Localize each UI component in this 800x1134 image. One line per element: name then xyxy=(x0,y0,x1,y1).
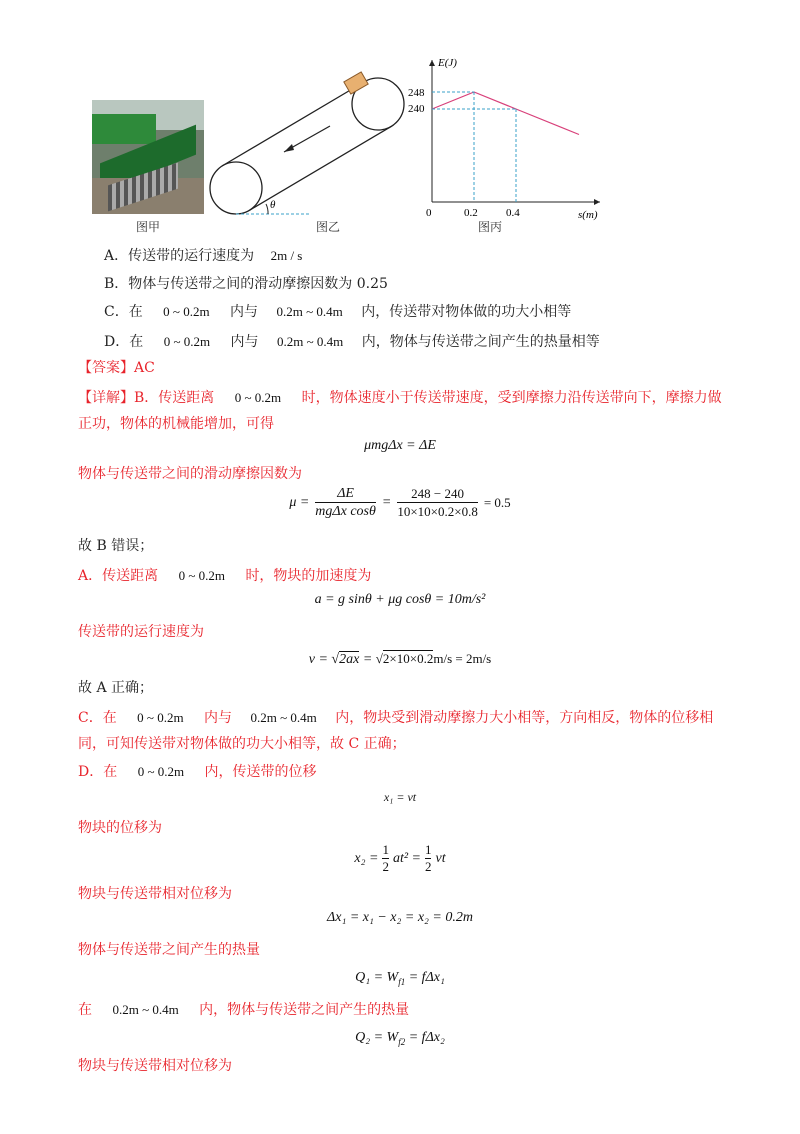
detail-p12-a: 在 xyxy=(78,1002,92,1018)
detail-p9: 物块的位移为 xyxy=(78,820,162,836)
belt-caption: 图乙 xyxy=(316,220,341,234)
belt-diagram xyxy=(200,70,410,220)
eq-mu-result: = 0.5 xyxy=(483,495,511,510)
photo-caption: 图甲 xyxy=(136,220,161,234)
detail-p8-math: 0 ~ 0.2m xyxy=(137,764,185,779)
detail-p8 xyxy=(78,762,317,782)
option-c-suffix: 内，传送带对物体做的功大小相等 xyxy=(361,304,572,320)
answer-value: AC xyxy=(134,360,155,376)
origin-label: 0 xyxy=(426,207,432,219)
option-d xyxy=(104,332,600,352)
detail-p7 xyxy=(78,708,713,728)
option-d-math2: 0.2m ~ 0.4m xyxy=(277,334,344,349)
detail-tag: 【详解】 xyxy=(78,390,134,406)
detail-p4 xyxy=(78,566,371,586)
detail-p13: 物块与传送带相对位移为 xyxy=(78,1058,232,1074)
detail-p10: 物块与传送带相对位移为 xyxy=(78,886,232,902)
option-b-label: B．物体与传送带之间的滑动摩擦因数为 0.25 xyxy=(104,276,388,292)
eq9-b: = fΔx₂ xyxy=(405,1030,445,1045)
eq6-den2: 2 xyxy=(424,859,432,874)
eq-belt-displacement: x₁ = vt xyxy=(383,790,417,804)
eq-friction-energy: μmgΔx = ΔE xyxy=(364,438,436,453)
detail-p1-a: B．传送距离 xyxy=(134,390,215,406)
eq8-b: = fΔx₁ xyxy=(405,970,445,985)
eq6-num1: 1 xyxy=(382,842,389,857)
option-c xyxy=(104,302,571,322)
detail-p12-math: 0.2m ~ 0.4m xyxy=(112,1002,179,1017)
eq-mu xyxy=(0,486,800,520)
detail-p1-math: 0 ~ 0.2m xyxy=(234,390,282,405)
eq-heat-1 xyxy=(0,966,800,987)
eq-mu-den2: 10×10×0.2×0.8 xyxy=(397,504,478,519)
detail-p7-a: C．在 xyxy=(78,710,117,726)
y-tick-248: 248 xyxy=(408,87,425,99)
detail-p7-m1: 0 ~ 0.2m xyxy=(137,710,184,725)
option-a-math: 2m / s xyxy=(270,248,303,263)
detail-p4-b: 时，物块的加速度为 xyxy=(245,568,372,584)
theta-label: θ xyxy=(270,199,276,211)
eq-mu-lhs: μ = xyxy=(289,495,310,510)
detail-p6: 故 A 正确； xyxy=(78,680,154,696)
y-axis-label: E(J) xyxy=(438,57,457,69)
detail-p1c: 正功，物体的机械能增加，可得 xyxy=(78,416,274,432)
detail-p7d: 同，可知传送带对物体做的功大小相等，故 C 正确； xyxy=(78,736,406,752)
detail-p11: 物体与传送带之间产生的热量 xyxy=(78,942,260,958)
eq-velocity-lhs: v = xyxy=(308,652,332,667)
detail-p7-c: 内，物块受到滑动摩擦力大小相等，方向相反，物体的位移相 xyxy=(335,710,714,726)
detail-p2: 物体与传送带之间的滑动摩擦因数为 xyxy=(78,466,302,482)
detail-p8-b: 内，传送带的位移 xyxy=(204,764,317,780)
eq-relative-displacement: Δx₁ = x₁ − x₂ = x₂ = 0.2m xyxy=(327,910,473,925)
eq-velocity-root2: 2×10×0.2 xyxy=(382,651,434,666)
detail-p1-b: 时，物体速度小于传送带速度，受到摩擦力沿传送带向下，摩擦力做 xyxy=(301,390,722,406)
energy-series-line xyxy=(432,92,579,135)
detail-p8-a: D．在 xyxy=(78,764,118,780)
detail-p7-b: 内与 xyxy=(204,710,233,726)
option-c-label: C．在 xyxy=(104,304,143,320)
option-c-mid: 内与 xyxy=(230,304,259,320)
detail-p3: 故 B 错误； xyxy=(78,538,154,554)
graph-caption: 图丙 xyxy=(478,220,503,234)
option-c-math2: 0.2m ~ 0.4m xyxy=(276,304,343,319)
eq-block-displacement xyxy=(0,842,800,875)
detail-p7-m2: 0.2m ~ 0.4m xyxy=(250,710,317,725)
x-tick-0.4: 0.4 xyxy=(506,207,520,219)
eq-acceleration: a = g sinθ + μg cosθ = 10m/s² xyxy=(314,592,486,607)
eq-velocity: v = √2ax = √2×10×0.2m/s = 2m/s xyxy=(308,651,492,667)
eq-heat-2 xyxy=(0,1026,800,1047)
option-d-mid: 内与 xyxy=(230,334,259,350)
option-c-math1: 0 ~ 0.2m xyxy=(163,304,210,319)
y-tick-240: 240 xyxy=(408,103,425,115)
eq-mu-den1: mgΔx cosθ xyxy=(315,504,376,519)
detail-p12 xyxy=(78,1000,409,1020)
eq-mu-num1: ΔE xyxy=(337,486,354,501)
detail-p4-a: A．传送距离 xyxy=(78,568,159,584)
eq6-lhs: x₂ = xyxy=(354,850,379,866)
eq-velocity-root1: 2ax xyxy=(339,652,360,667)
eq8-sub: f1 xyxy=(398,977,406,988)
option-a xyxy=(104,246,302,266)
eq6-den1: 2 xyxy=(382,859,389,874)
eq-velocity-result: m/s = 2m/s xyxy=(433,651,492,666)
eq6-mid: at² = xyxy=(392,850,421,866)
detail-p1 xyxy=(78,388,722,408)
eq9-sub: f2 xyxy=(398,1037,406,1048)
eq9-a: Q₂ = W xyxy=(355,1030,399,1045)
eq-mu-eq: = xyxy=(381,495,392,510)
energy-graph xyxy=(400,52,620,224)
option-a-label: A．传送带的运行速度为 xyxy=(104,248,255,264)
eq-velocity-eq: = xyxy=(359,652,376,667)
detail-p12-b: 内，物体与传送带之间产生的热量 xyxy=(199,1002,410,1018)
answer-line xyxy=(78,358,155,378)
eq6-num2: 1 xyxy=(424,842,432,857)
option-b xyxy=(104,274,388,294)
option-d-math1: 0 ~ 0.2m xyxy=(163,334,211,349)
option-d-label: D．在 xyxy=(104,334,144,350)
x-tick-0.2: 0.2 xyxy=(464,207,478,219)
conveyor-photo xyxy=(92,100,204,214)
answer-tag: 【答案】 xyxy=(78,360,134,376)
eq8-a: Q₁ = W xyxy=(355,970,399,985)
x-axis-label: s(m) xyxy=(578,209,598,221)
option-d-suffix: 内，物体与传送带之间产生的热量相等 xyxy=(361,334,600,350)
detail-p4-math: 0 ~ 0.2m xyxy=(178,568,225,583)
detail-p5: 传送带的运行速度为 xyxy=(78,624,204,640)
eq-mu-num2: 248 − 240 xyxy=(411,486,465,501)
eq6-tail: vt xyxy=(435,850,446,866)
